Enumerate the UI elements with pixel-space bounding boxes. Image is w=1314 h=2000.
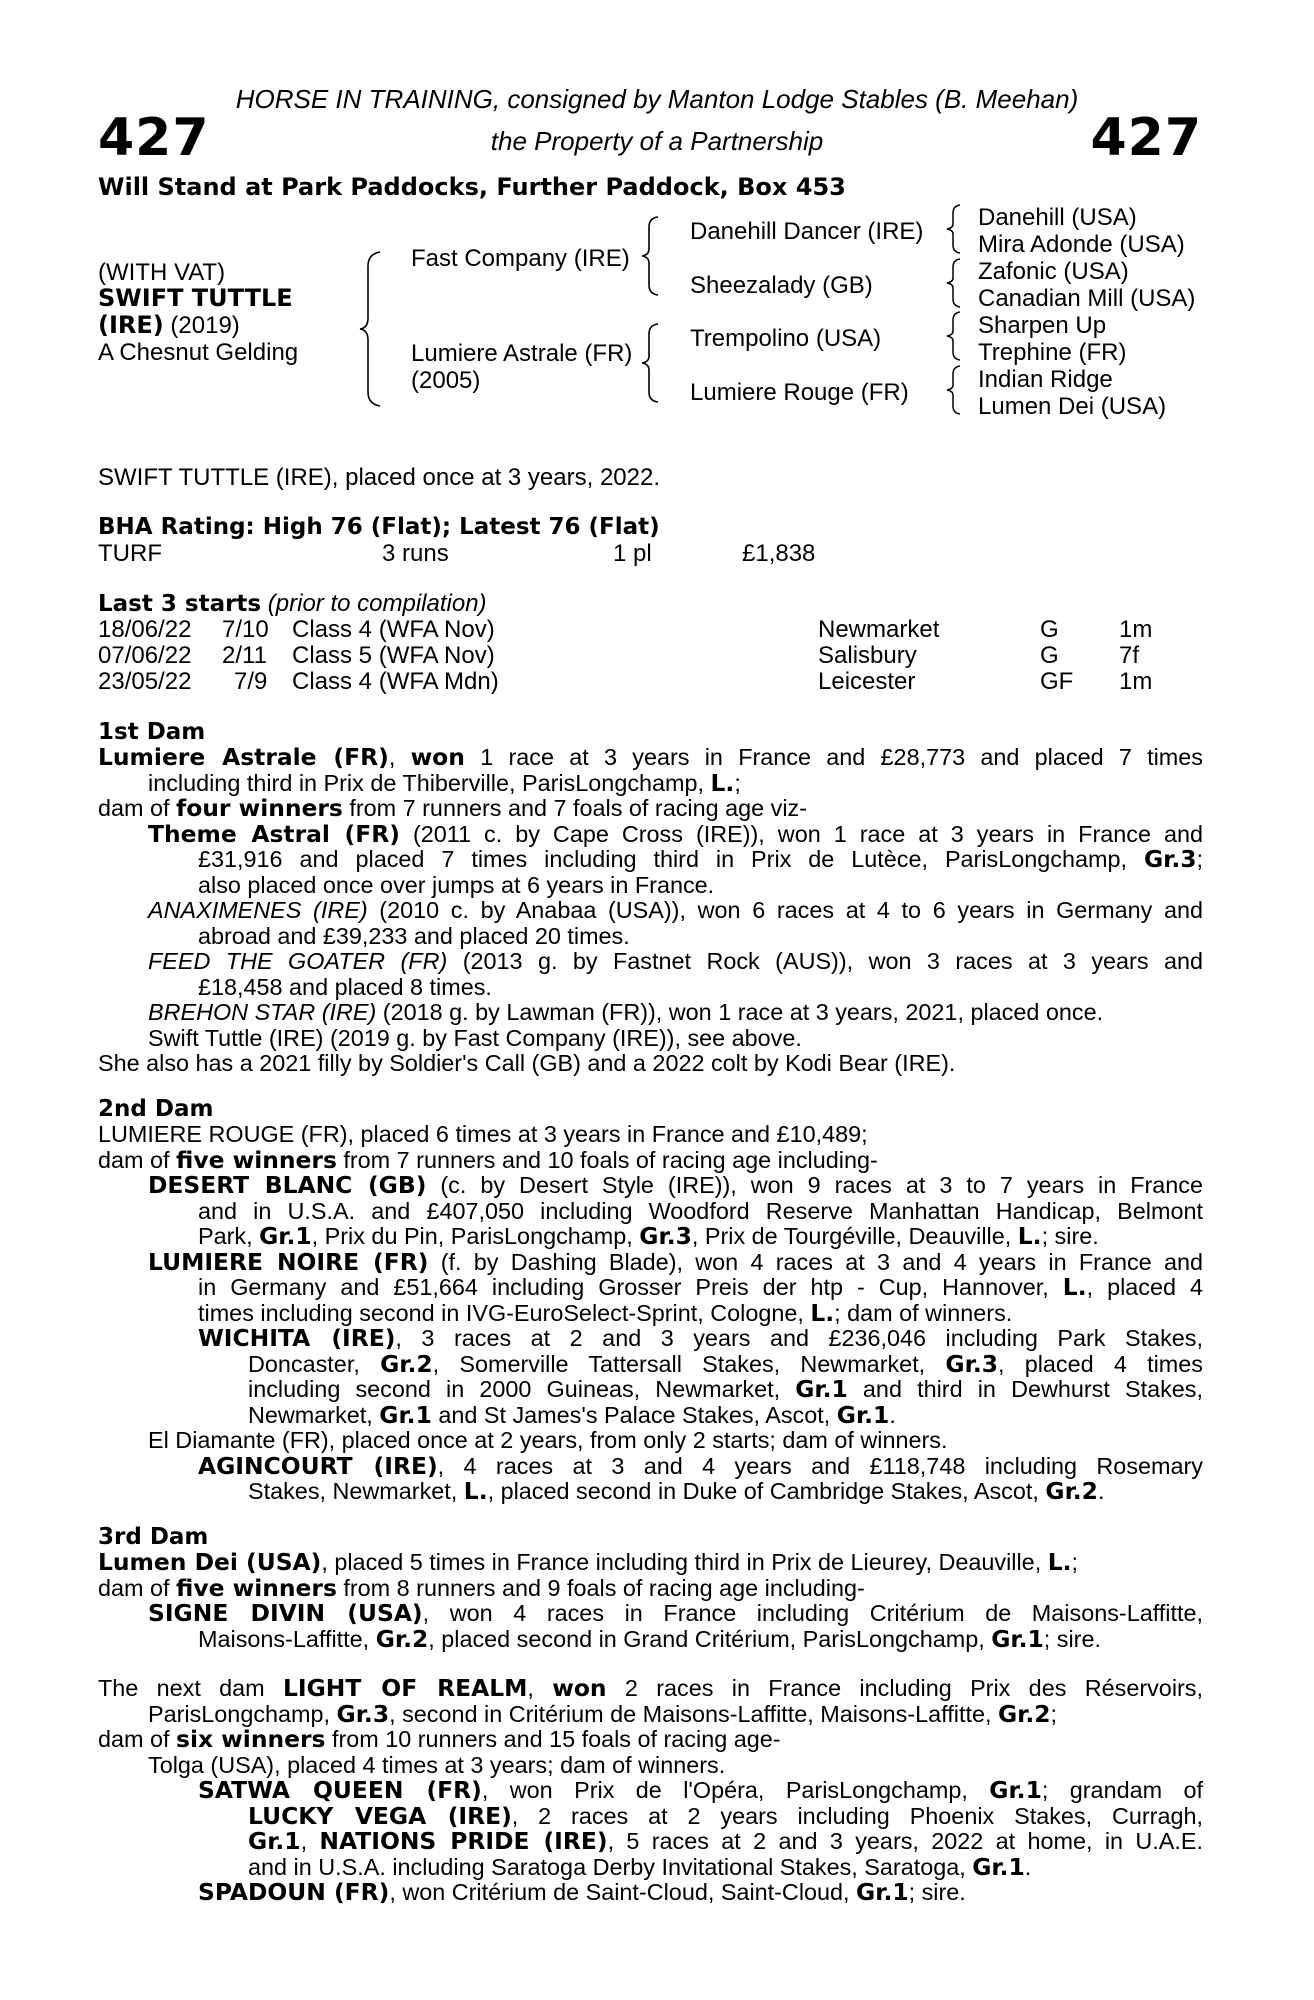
start-date: 18/06/22 [98, 616, 192, 643]
second-dam-section: LUMIERE ROUGE (FR), placed 6 times at 3 years in France and £10,489; dam of five winners from 7 runners and 10 foals of racing age including- DESERT BLANC (GB) (c. by Desert Style (IRE)), won 9 races at 3 to 7 years in France and in U.S.A. and £407,050 including Woodford Reserve Manhattan Handicap, Belmont Park, Gr.1, Prix du Pin, ParisLongchamp, Gr.3, Prix de Tourgéville, Deauville, L.; sire. LUMIERE NOIRE (FR) (f. by Dashing Blade), won 4 races at 3 and 4 years in France and in Germany and £51,664 including Grosser Preis der htp - Cup, Hannover, L., placed 4 times including second in IVG-EuroSelect-Sprint, Cologne, L.; dam of winners. WICHITA (IRE), 3 races at 2 and 3 years and £236,046 including Park Stakes, Doncaster, Gr.2, Somerville Tattersall Stakes, Newmarket, Gr.3, placed 4 times including second in 2000 Guineas, Newmarket, Gr.1 and third in Dewhurst Stakes, Newmarket, Gr.1 and St James's Palace Stakes, Ascot, Gr.1. El Diamante (FR), placed once at 2 years, from only 2 starts; dam of winners. AGINCOURT (IRE), 4 races at 3 and 4 years and £118,748 including Rosemary Stakes, Newmarket, L., placed second in Duke of Cambridge Stakes, Ascot, Gr.2. [98, 1121, 1204, 1505]
pedigree-brace-main [358, 250, 388, 408]
start-distance: 7f [1119, 642, 1140, 669]
start-date: 07/06/22 [98, 642, 192, 669]
rating-surface: TURF [98, 540, 162, 567]
start-class: Class 4 (WFA Nov) [292, 616, 495, 643]
lot-number-right: 427 [1090, 108, 1202, 168]
sire-sire: Danehill Dancer (IRE) [690, 218, 924, 245]
start-class: Class 5 (WFA Nov) [292, 642, 495, 669]
next-dam-section: The next dam LIGHT OF REALM, won 2 races in France including Prix des Réservoirs, ParisLongchamp, Gr.3, second in Critérium de Maisons-Laffitte, Maisons-Laffitte, Gr.2; dam of six winners from 10 runners and 15 foals of racing age- Tolga (USA), placed 4 times at 3 years; dam of winners. SATWA QUEEN (FR), won Prix de l'Opéra, ParisLongchamp, Gr.1; grandam of LUCKY VEGA (IRE), 2 races at 2 years including Phoenix Stakes, Curragh, Gr.1, NATIONS PRIDE (IRE), 5 races at 2 and 3 years, 2022 at home, in U.A.E. and in U.S.A. including Saratoga Derby Invitational Stakes, Saratoga, Gr.1. SPADOUN (FR), won Critérium de Saint-Cloud, Saint-Cloud, Gr.1; sire. [98, 1674, 1204, 1906]
pedigree-brace-sire [640, 215, 662, 297]
pedigree-brace-ds [944, 310, 964, 362]
consignor-line: HORSE IN TRAINING, consigned by Manton Lodge Stables (B. Meehan) [235, 84, 1079, 114]
start-going: GF [1040, 668, 1074, 695]
ds-sire: Sharpen Up [978, 312, 1107, 339]
dam-sire: Trempolino (USA) [690, 325, 882, 352]
rating-placed: 1 pl [613, 540, 652, 567]
start-course: Salisbury [818, 642, 917, 669]
owner-line: the Property of a Partnership [490, 126, 824, 156]
start-position: 7/9 [234, 668, 268, 695]
start-distance: 1m [1119, 616, 1153, 643]
rating-runs: 3 runs [382, 540, 449, 567]
ss-sire: Danehill (USA) [978, 204, 1137, 231]
pedigree-brace-ss [944, 203, 964, 255]
start-course: Newmarket [818, 616, 940, 643]
sire: Fast Company (IRE) [411, 245, 630, 272]
start-course: Leicester [818, 668, 916, 695]
start-going: G [1040, 616, 1059, 643]
lot-number-left: 427 [98, 108, 210, 168]
dam: Lumiere Astrale (FR) [411, 340, 633, 367]
start-position: 7/10 [222, 616, 269, 643]
last-starts-heading: Last 3 starts (prior to compilation) [98, 590, 487, 617]
horse-summary: SWIFT TUTTLE (IRE), placed once at 3 years, 2022. [98, 464, 660, 491]
second-dam-heading: 2nd Dam [98, 1096, 214, 1122]
rating-earnings: £1,838 [742, 540, 816, 567]
sd-dam: Canadian Mill (USA) [978, 285, 1196, 312]
sire-dam: Sheezalady (GB) [690, 272, 873, 299]
dd-sire: Indian Ridge [978, 366, 1113, 393]
start-distance: 1m [1119, 668, 1153, 695]
stand-location: Will Stand at Park Paddocks, Further Paddock, Box 453 [98, 173, 846, 201]
dd-dam: Lumen Dei (USA) [978, 393, 1167, 420]
horse-description: A Chesnut Gelding [98, 339, 299, 366]
pedigree-brace-dam [640, 322, 662, 404]
start-class: Class 4 (WFA Mdn) [292, 668, 499, 695]
start-date: 23/05/22 [98, 668, 192, 695]
ds-dam: Trephine (FR) [978, 339, 1127, 366]
horse-name-suffix: (IRE) (2019) [98, 311, 240, 339]
bha-rating: BHA Rating: High 76 (Flat); Latest 76 (Flat) [98, 514, 660, 540]
ss-dam: Mira Adonde (USA) [978, 231, 1185, 258]
horse-name: SWIFT TUTTLE [98, 284, 293, 312]
start-going: G [1040, 642, 1059, 669]
dam-dam: Lumiere Rouge (FR) [690, 379, 909, 406]
start-position: 2/11 [222, 642, 267, 669]
first-dam-section: Lumiere Astrale (FR), won 1 race at 3 years in France and £28,773 and placed 7 times including third in Prix de Thiberville, ParisLongchamp, L.; dam of four winners from 7 runners and 7 foals of racing age viz- Theme Astral (FR) (2011 c. by Cape Cross (IRE)), won 1 race at 3 years in France and £31,916 and placed 7 times including third in Prix de Lutèce, ParisLongchamp, Gr.3; also placed once over jumps at 6 years in France. ANAXIMENES (IRE) (2010 c. by Anabaa (USA)), won 6 races at 4 to 6 years in Germany and abroad and £39,233 and placed 20 times. FEED THE GOATER (FR) (2013 g. by Fastnet Rock (AUS)), won 3 races at 3 years and £18,458 and placed 8 times. BREHON STAR (IRE) (2018 g. by Lawman (FR)), won 1 race at 3 years, 2021, placed once. Swift Tuttle (IRE) (2019 g. by Fast Company (IRE)), see above. She also has a 2021 filly by Soldier's Call (GB) and a 2022 colt by Kodi Bear (IRE). [98, 743, 1204, 1076]
vat-label: (WITH VAT) [98, 259, 226, 286]
pedigree-brace-sd [944, 257, 964, 309]
pedigree-brace-dd [944, 364, 964, 416]
third-dam-heading: 3rd Dam [98, 1524, 209, 1550]
first-dam-heading: 1st Dam [98, 719, 206, 745]
dam-year: (2005) [411, 367, 481, 394]
third-dam-section: Lumen Dei (USA), placed 5 times in France including third in Prix de Lieurey, Deauville, L.; dam of five winners from 8 runners and 9 foals of racing age including- SIGNE DIVIN (USA), won 4 races in France including Critérium de Maisons-Laffitte, Maisons-Laffitte, Gr.2, placed second in Grand Critérium, ParisLongchamp, Gr.1; sire. [98, 1548, 1203, 1653]
sd-sire: Zafonic (USA) [978, 258, 1129, 285]
